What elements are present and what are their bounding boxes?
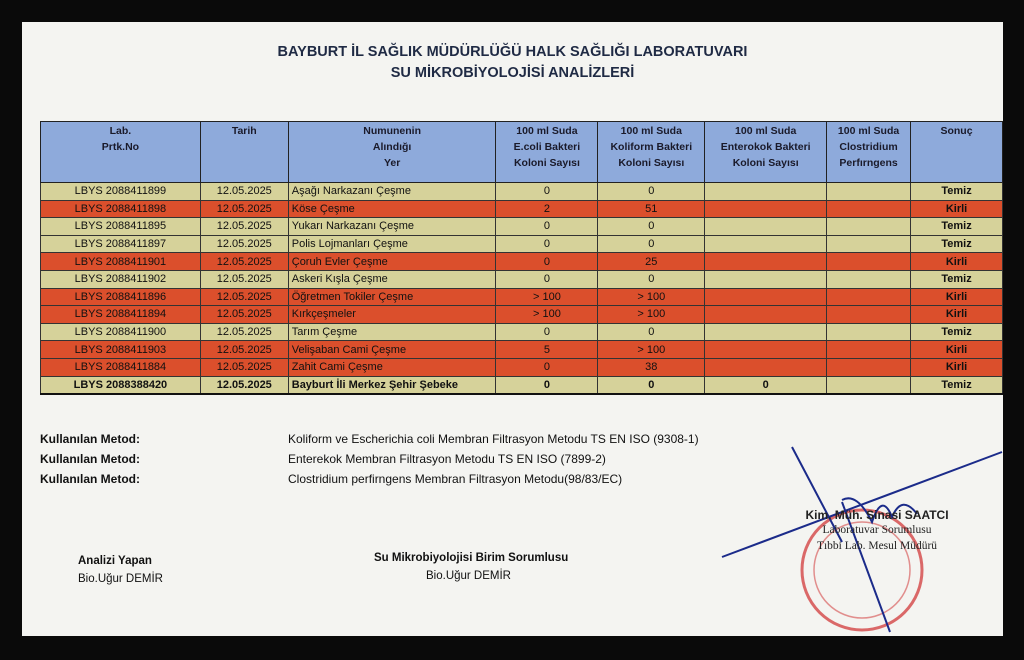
lab-no-cell: LBYS 2088411895 [41, 218, 201, 236]
result-cell: Temiz [911, 183, 1003, 201]
result-cell: Kirli [911, 341, 1003, 359]
date-cell: 12.05.2025 [200, 218, 288, 236]
lab-no-cell: LBYS 2088411899 [41, 183, 201, 201]
result-cell: Temiz [911, 323, 1003, 341]
location-cell: Kırkçeşmeler [288, 306, 496, 324]
ecoli-cell: 0 [496, 253, 598, 271]
koliform-cell: 51 [598, 200, 705, 218]
koliform-cell: 0 [598, 376, 705, 394]
date-cell: 12.05.2025 [200, 235, 288, 253]
report-title: BAYBURT İL SAĞLIK MÜDÜRLÜĞÜ HALK SAĞLIĞI LABORATUVARI [277, 44, 748, 60]
date-cell: 12.05.2025 [200, 253, 288, 271]
location-cell: Çoruh Evler Çeşme [288, 253, 496, 271]
lab-no-cell: LBYS 2088411903 [41, 341, 201, 359]
koliform-cell: 0 [598, 323, 705, 341]
header-clostridium: 100 ml Suda Clostridium Perfırngens [827, 122, 911, 183]
result-cell: Temiz [911, 376, 1003, 394]
report-subtitle: SU MİKROBİYOLOJİSİ ANALİZLERİ [390, 65, 635, 81]
date-cell: 12.05.2025 [200, 341, 288, 359]
header-date: Tarih [200, 122, 288, 183]
header-result: Sonuç [911, 122, 1003, 183]
koliform-cell: 0 [598, 218, 705, 236]
date-cell: 12.05.2025 [200, 183, 288, 201]
method-label: Kullanılan Metod: [40, 432, 140, 446]
lab-no-cell: LBYS 2088388420 [41, 376, 201, 394]
lab-no-cell: LBYS 2088411901 [41, 253, 201, 271]
date-cell: 12.05.2025 [200, 200, 288, 218]
location-cell: Öğretmen Tokiler Çeşme [288, 288, 496, 306]
lab-no-cell: LBYS 2088411897 [41, 235, 201, 253]
stamp-role: Laboratuvar Sorumlusu [822, 524, 932, 537]
date-cell: 12.05.2025 [200, 376, 288, 394]
ecoli-cell: > 100 [496, 288, 598, 306]
official-stamp-text [772, 507, 982, 554]
koliform-cell: 25 [598, 253, 705, 271]
header-ecoli: 100 ml Suda E.coli Bakteri Koloni Sayısı [496, 122, 598, 183]
method-label: Kullanılan Metod: [40, 452, 140, 466]
koliform-cell: 0 [598, 235, 705, 253]
date-cell: 12.05.2025 [200, 270, 288, 288]
result-cell: Kirli [911, 200, 1003, 218]
koliform-cell: > 100 [598, 288, 705, 306]
koliform-cell: 0 [598, 183, 705, 201]
date-cell: 12.05.2025 [200, 288, 288, 306]
koliform-cell: 0 [598, 270, 705, 288]
location-cell: Polis Lojmanları Çeşme [288, 235, 496, 253]
method-value: Koliform ve Escherichia coli Membran Filtrasyon Metodu TS EN ISO (9308-1) [288, 432, 699, 446]
ecoli-cell: 0 [496, 235, 598, 253]
result-cell: Kirli [911, 288, 1003, 306]
unit-title: Su Mikrobiyolojisi Birim Sorumlusu [374, 552, 569, 564]
result-cell: Temiz [911, 270, 1003, 288]
analyst-title: Analizi Yapan [78, 555, 152, 567]
ecoli-cell: 0 [496, 323, 598, 341]
lab-no-cell: LBYS 2088411896 [41, 288, 201, 306]
ecoli-cell: 0 [496, 376, 598, 394]
ecoli-cell: 0 [496, 218, 598, 236]
ecoli-cell: 0 [496, 183, 598, 201]
location-cell: Zahit Cami Çeşme [288, 358, 496, 376]
stamp-role-2: Tıbbi Lab. Mesul Müdürü [816, 539, 938, 552]
analyst-name: Bio.Uğur DEMİR [78, 573, 163, 585]
lab-no-cell: LBYS 2088411900 [41, 323, 201, 341]
location-cell: Tarım Çeşme [288, 323, 496, 341]
header-location: Numunenin Alındığı Yer [288, 122, 496, 183]
result-cell: Kirli [911, 253, 1003, 271]
location-cell: Askeri Kışla Çeşme [288, 270, 496, 288]
date-cell: 12.05.2025 [200, 358, 288, 376]
koliform-cell: > 100 [598, 341, 705, 359]
stamp-name: Kim. Müh. Sinasi SAATCI [805, 508, 949, 522]
enterokok-cell: 0 [705, 376, 827, 394]
header-enterokok: 100 ml Suda Enterokok Bakteri Koloni Sayısı [705, 122, 827, 183]
ecoli-cell: 0 [496, 270, 598, 288]
header-koliform: 100 ml Suda Koliform Bakteri Koloni Sayısı [598, 122, 705, 183]
method-label: Kullanılan Metod: [40, 472, 140, 486]
result-cell: Kirli [911, 358, 1003, 376]
result-cell: Kirli [911, 306, 1003, 324]
lab-no-cell: LBYS 2088411902 [41, 270, 201, 288]
result-cell: Temiz [911, 218, 1003, 236]
method-value: Clostridium perfirngens Membran Filtrasyon Metodu(98/83/EC) [288, 472, 623, 486]
report-page [22, 22, 1003, 636]
date-cell: 12.05.2025 [200, 306, 288, 324]
result-cell: Temiz [911, 235, 1003, 253]
date-cell: 12.05.2025 [200, 323, 288, 341]
koliform-cell: > 100 [598, 306, 705, 324]
location-cell: Aşağı Narkazanı Çeşme [288, 183, 496, 201]
lab-no-cell: LBYS 2088411898 [41, 200, 201, 218]
location-cell: Bayburt İli Merkez Şehir Şebeke [288, 376, 496, 394]
ecoli-cell: 5 [496, 341, 598, 359]
koliform-cell: 38 [598, 358, 705, 376]
location-cell: Velişaban Cami Çeşme [288, 341, 496, 359]
lab-no-cell: LBYS 2088411894 [41, 306, 201, 324]
location-cell: Yukarı Narkazanı Çeşme [288, 218, 496, 236]
lab-no-cell: LBYS 2088411884 [41, 358, 201, 376]
ecoli-cell: 0 [496, 358, 598, 376]
ecoli-cell: > 100 [496, 306, 598, 324]
header-lab-no: Lab. Prtk.No [41, 122, 201, 183]
ecoli-cell: 2 [496, 200, 598, 218]
location-cell: Köse Çeşme [288, 200, 496, 218]
unit-name: Bio.Uğur DEMİR [426, 570, 511, 582]
method-value: Enterekok Membran Filtrasyon Metodu TS EN ISO (7899-2) [288, 452, 606, 466]
